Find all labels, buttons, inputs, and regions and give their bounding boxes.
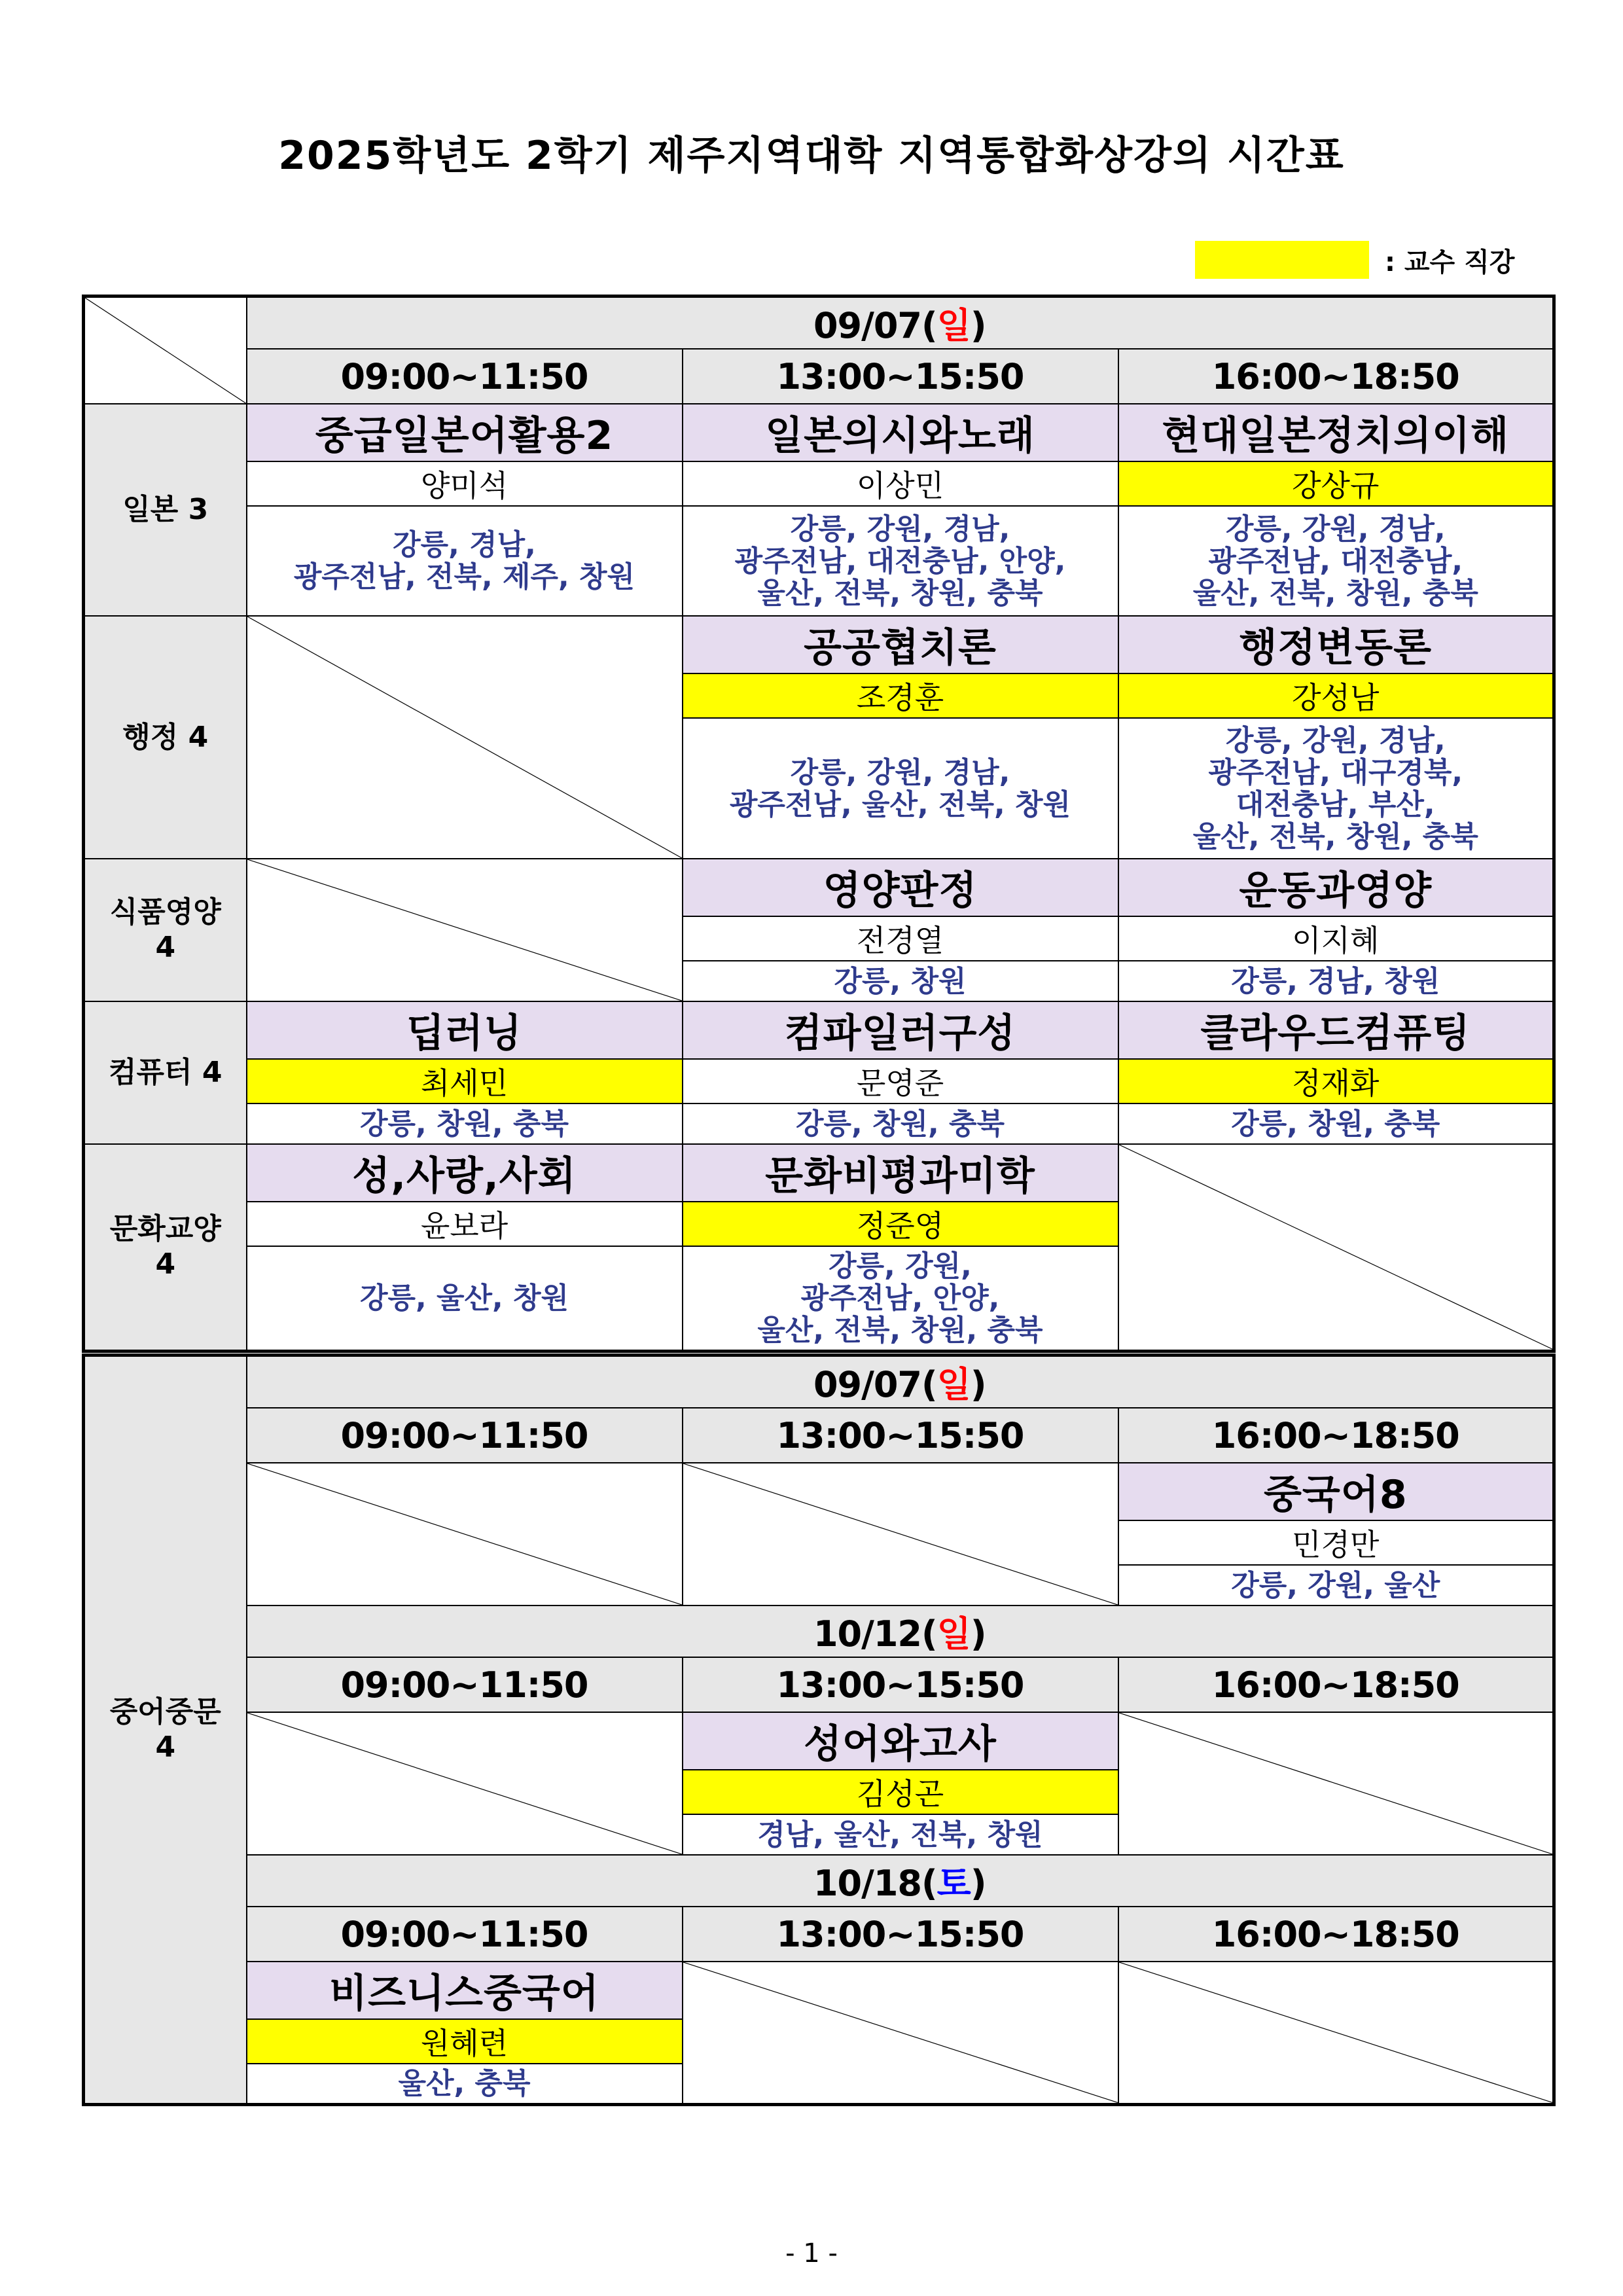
date-header: 10/12(일) (247, 1605, 1554, 1657)
professor-name: 이상민 (683, 461, 1118, 506)
course-name: 일본의시와노래 (683, 404, 1118, 461)
professor-name: 이지혜 (1118, 916, 1554, 961)
region-line: 광주전남, 대전충남, 안양, (734, 544, 1066, 578)
department-cell: 중어중문 4 (84, 1355, 247, 2105)
professor-name: 양미석 (247, 461, 683, 506)
empty-slot (247, 859, 683, 1001)
empty-slot (1118, 1962, 1554, 2104)
course-name: 중급일본어활용2 (247, 404, 683, 461)
time-slot: 13:00~15:50 (683, 1408, 1118, 1463)
course-name: 딥러닝 (247, 1001, 683, 1059)
region-line: 울산, 전북, 창원, 충북 (757, 1313, 1043, 1347)
region-line: 강릉, 강원, 경남, (790, 512, 1010, 546)
region-line: 광주전남, 전북, 제주, 창원 (293, 560, 635, 594)
region-line: 강릉, 경남, (393, 528, 536, 562)
region-list (247, 1103, 683, 1144)
time-slot: 13:00~15:50 (683, 349, 1118, 404)
course-name: 행정변동론 (1118, 616, 1554, 673)
region-line: 대전충남, 부산, (1236, 787, 1435, 821)
professor-name: 조경훈 (683, 673, 1118, 718)
professor-name: 전경열 (683, 916, 1118, 961)
empty-slot (1118, 1712, 1554, 1855)
professor-name: 최세민 (247, 1059, 683, 1103)
region-line: 광주전남, 안양, (800, 1281, 1000, 1315)
professor-name: 정재화 (1118, 1059, 1554, 1103)
region-list (1118, 718, 1554, 859)
course-name: 문화비평과미학 (683, 1144, 1118, 1202)
department-cell: 행정 4 (84, 616, 247, 859)
region-list (247, 2064, 683, 2104)
time-slot: 09:00~11:50 (247, 1408, 683, 1463)
professor-name: 강상규 (1118, 461, 1554, 506)
page-number: - 1 - (785, 2238, 838, 2269)
course-name: 클라우드컴퓨팅 (1118, 1001, 1554, 1059)
course-name: 현대일본정치의이해 (1118, 404, 1554, 461)
date-header: 09/07(일) (247, 1355, 1554, 1408)
date-header: 09/07(일) (247, 296, 1554, 350)
time-slot: 09:00~11:50 (247, 1907, 683, 1962)
region-line: 광주전남, 대구경북, (1208, 755, 1463, 789)
legend-label: : 교수 직강 (1385, 247, 1515, 278)
empty-slot (247, 1712, 683, 1855)
region-list (1118, 1565, 1554, 1605)
department-cell: 컴퓨터 4 (84, 1001, 247, 1144)
region-line: 강릉, 강원, 경남, (1225, 512, 1446, 546)
region-list (683, 1103, 1118, 1144)
region-line: 울산, 전북, 창원, 충북 (757, 576, 1043, 610)
department-cell: 문화교양 4 (84, 1144, 247, 1351)
region-line: 광주전남, 대전충남, (1208, 544, 1463, 578)
region-line: 울산, 충북 (398, 2066, 531, 2100)
legend-swatch (1195, 241, 1369, 279)
course-name: 비즈니스중국어 (247, 1962, 683, 2019)
region-line: 강릉, 창원 (834, 964, 967, 998)
region-line: 강릉, 창원, 충북 (795, 1107, 1005, 1141)
date-header: 10/18(토) (247, 1855, 1554, 1907)
region-list (1118, 961, 1554, 1001)
region-line: 강릉, 강원, 울산 (1231, 1568, 1440, 1602)
region-line: 강릉, 울산, 창원 (359, 1281, 569, 1315)
course-name: 성,사랑,사회 (247, 1144, 683, 1202)
time-slot: 16:00~18:50 (1118, 1657, 1554, 1712)
time-slot: 13:00~15:50 (683, 1657, 1118, 1712)
region-line: 강릉, 창원, 충북 (1231, 1107, 1440, 1141)
empty-slot (1118, 1144, 1554, 1351)
region-list (1118, 1103, 1554, 1144)
professor-name: 문영준 (683, 1059, 1118, 1103)
empty-slot (247, 1463, 683, 1605)
region-line: 강릉, 경남, 창원 (1231, 964, 1440, 998)
empty-slot (683, 1962, 1118, 2104)
corner-cell (84, 296, 247, 404)
time-slot: 09:00~11:50 (247, 1657, 683, 1712)
professor-name: 원혜련 (247, 2019, 683, 2064)
time-slot: 16:00~18:50 (1118, 1408, 1554, 1463)
page-title: 2025학년도 2학기 제주지역대학 지역통합화상강의 시간표 (278, 133, 1345, 179)
region-line: 강릉, 강원, 경남, (1225, 723, 1446, 757)
region-line: 경남, 울산, 전북, 창원 (757, 1818, 1043, 1852)
region-list (683, 1814, 1118, 1855)
region-line: 강릉, 강원, (829, 1249, 972, 1283)
time-slot: 13:00~15:50 (683, 1907, 1118, 1962)
timetable-2-body (84, 1355, 1554, 2105)
region-line: 강릉, 창원, 충북 (359, 1107, 569, 1141)
course-name: 컴파일러구성 (683, 1001, 1118, 1059)
region-line: 광주전남, 울산, 전북, 창원 (729, 787, 1071, 821)
course-name: 공공협치론 (683, 616, 1118, 673)
region-line: 강릉, 강원, 경남, (790, 755, 1010, 789)
department-cell: 식품영양 4 (84, 859, 247, 1001)
time-slot: 16:00~18:50 (1118, 349, 1554, 404)
time-slot: 16:00~18:50 (1118, 1907, 1554, 1962)
empty-slot (247, 616, 683, 859)
professor-name: 민경만 (1118, 1520, 1554, 1565)
professor-name: 정준영 (683, 1202, 1118, 1246)
region-list (683, 961, 1118, 1001)
timetable-2 (82, 1354, 1556, 2106)
empty-slot (683, 1463, 1118, 1605)
timetable-1-body (84, 404, 1554, 1351)
region-line: 울산, 전북, 창원, 충북 (1192, 576, 1478, 610)
time-slot: 09:00~11:50 (247, 349, 683, 404)
region-list (247, 506, 683, 616)
professor-name: 강성남 (1118, 673, 1554, 718)
region-list (247, 1246, 683, 1351)
timetable-1 (82, 295, 1556, 1353)
course-name: 운동과영양 (1118, 859, 1554, 916)
region-list (683, 506, 1118, 616)
region-list (1118, 506, 1554, 616)
legend (1195, 241, 1514, 279)
department-cell: 일본 3 (84, 404, 247, 616)
course-name: 중국어8 (1118, 1463, 1554, 1520)
course-name: 영양판정 (683, 859, 1118, 916)
professor-name: 김성곤 (683, 1770, 1118, 1814)
course-name: 성어와고사 (683, 1712, 1118, 1770)
region-list (683, 718, 1118, 859)
region-list (683, 1246, 1118, 1351)
professor-name: 윤보라 (247, 1202, 683, 1246)
region-line: 울산, 전북, 창원, 충북 (1192, 819, 1478, 853)
